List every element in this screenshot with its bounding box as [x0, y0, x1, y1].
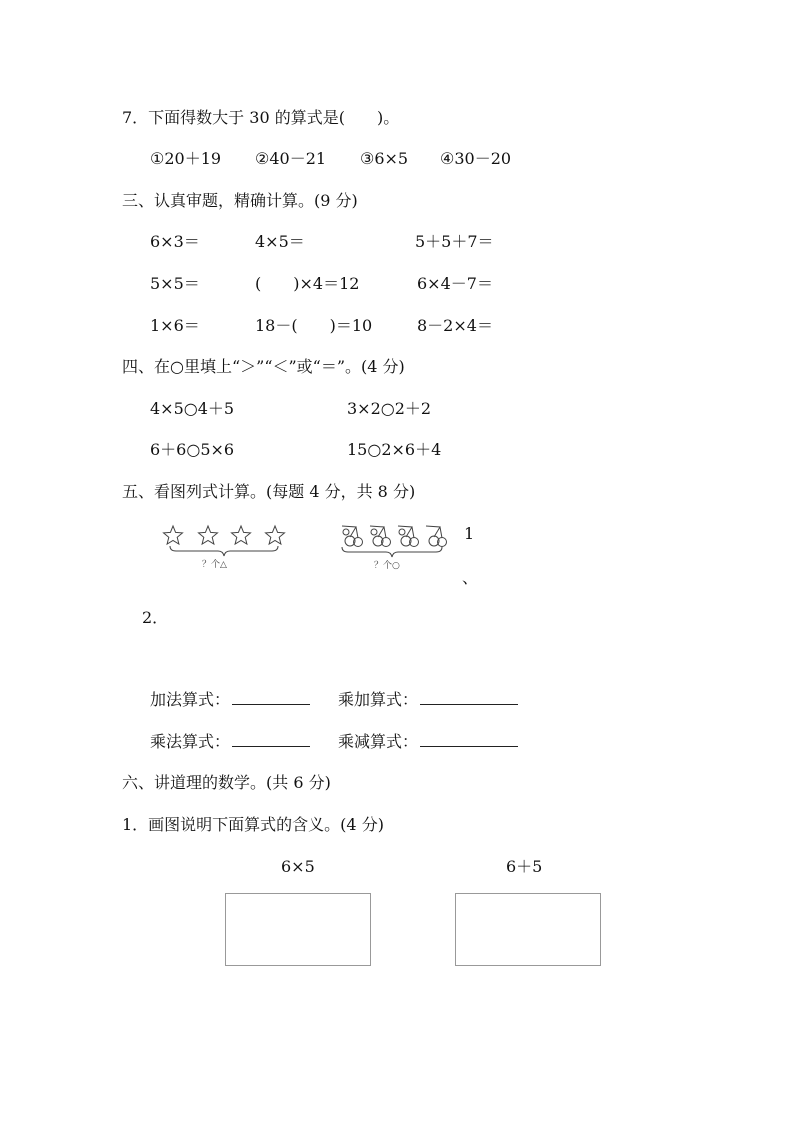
section-6-title: 六、讲道理的数学。(共 6 分)	[122, 773, 331, 792]
q7-option-3: ③6×5	[360, 149, 409, 168]
calc-item: 6×4－7＝	[417, 274, 493, 293]
field-label: 乘加算式：	[338, 690, 419, 709]
calc-item: 6×3＝	[150, 232, 200, 251]
cherry-icon	[370, 526, 391, 547]
expression-label: 6＋5	[506, 857, 543, 876]
q7-option-2: ②40－21	[255, 149, 327, 168]
section-4-title: 四、在○里填上“＞”“＜”或“＝”。(4 分)	[122, 357, 405, 376]
multiply-subtract-formula-field	[338, 732, 518, 752]
addition-formula-field	[150, 690, 310, 710]
figure-2-label: ？个○	[374, 561, 400, 571]
answer-blank[interactable]	[420, 732, 518, 747]
multiplication-formula-field	[150, 732, 310, 752]
star-figure	[158, 522, 294, 572]
star-icon	[199, 526, 218, 544]
field-label: 加法算式：	[150, 690, 231, 709]
star-icon	[164, 526, 183, 544]
q7-option-4: ④30－20	[440, 149, 512, 168]
multiply-add-formula-field	[338, 690, 518, 710]
answer-blank[interactable]	[232, 732, 310, 747]
calc-item: 5＋5＋7＝	[415, 232, 494, 251]
item-number-1-mark: 、	[462, 568, 479, 587]
cherry-icon	[426, 526, 447, 547]
brace-icon	[170, 546, 278, 556]
expression-label: 6×5	[281, 857, 315, 876]
q7-stem: 7．下面得数大于 30 的算式是( )。	[122, 108, 400, 127]
item-number-1: 1	[464, 524, 475, 543]
cherry-icon	[342, 526, 363, 547]
cherry-figure	[338, 522, 450, 572]
calc-item: 5×5＝	[150, 274, 200, 293]
calc-item: 1×6＝	[150, 316, 200, 335]
figure-1-label: ？个△	[202, 560, 227, 570]
calc-item: 4×5＝	[255, 232, 305, 251]
compare-item: 4×5○4＋5	[150, 399, 235, 418]
compare-item: 15○2×6＋4	[347, 440, 442, 459]
cherry-icon	[398, 526, 419, 547]
answer-blank[interactable]	[232, 690, 310, 705]
section-6-question-1: 1．画图说明下面算式的含义。(4 分)	[122, 815, 384, 834]
q7-option-1: ①20＋19	[150, 149, 222, 168]
answer-blank[interactable]	[420, 690, 518, 705]
calc-item: ( )×4＝12	[255, 274, 360, 293]
calc-item: 18－( )＝10	[255, 316, 373, 335]
section-3-title: 三、认真审题，精确计算。(9 分)	[122, 191, 358, 210]
star-icon	[232, 526, 251, 544]
compare-item: 3×2○2＋2	[347, 399, 432, 418]
item-number-2: 2．	[142, 608, 169, 627]
drawing-box[interactable]	[455, 893, 601, 966]
star-icon	[266, 526, 285, 544]
brace-icon	[342, 547, 442, 557]
section-5-title: 五、看图列式计算。(每题 4 分，共 8 分)	[122, 482, 416, 501]
drawing-box[interactable]	[225, 893, 371, 966]
field-label: 乘法算式：	[150, 732, 231, 751]
field-label: 乘减算式：	[338, 732, 419, 751]
calc-item: 8－2×4＝	[417, 316, 493, 335]
compare-item: 6＋6○5×6	[150, 440, 235, 459]
